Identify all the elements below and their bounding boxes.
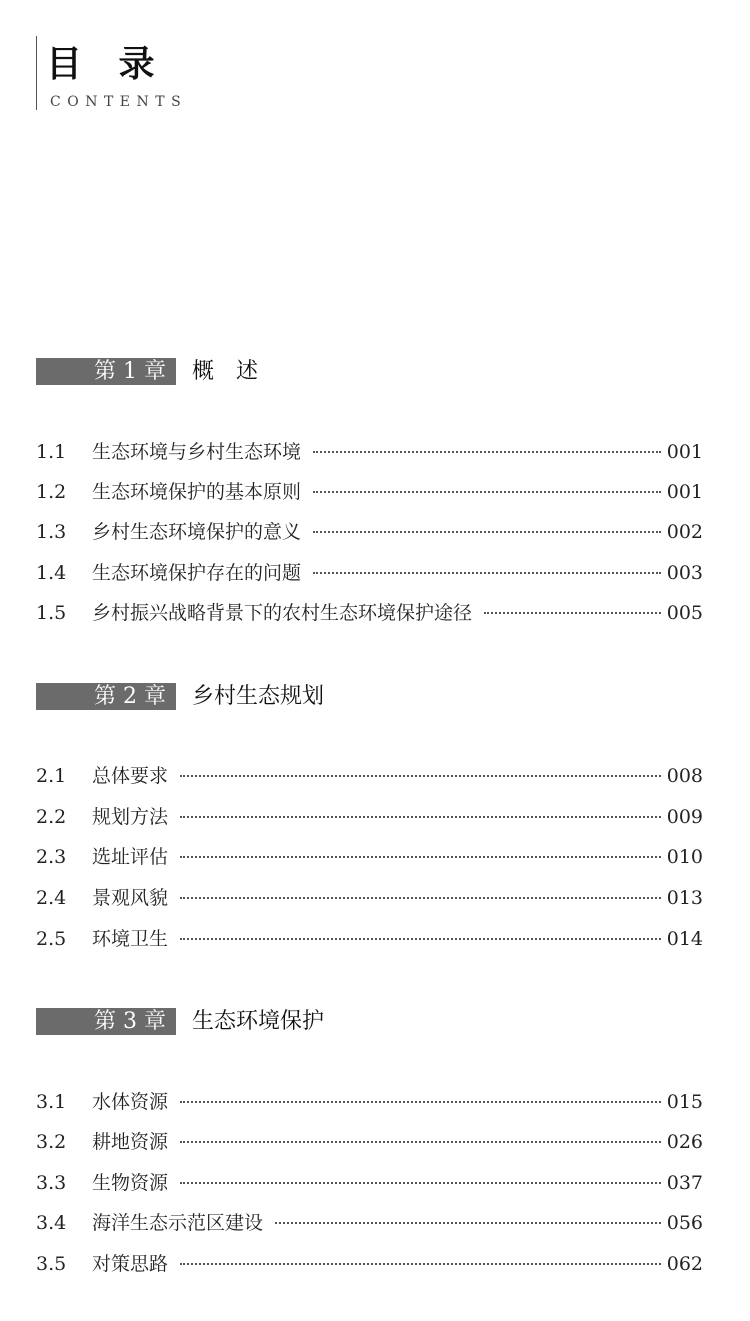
chapter-number: 第 2 章 <box>94 684 166 709</box>
leader-dots <box>180 937 661 940</box>
toc-entry[interactable] <box>36 437 703 467</box>
toc-entry[interactable] <box>36 1087 703 1117</box>
toc-entry[interactable] <box>36 1249 703 1279</box>
leader-dots <box>180 815 661 818</box>
leader-dots <box>313 450 661 453</box>
page-title: 目 录 <box>46 44 167 85</box>
page-number: 002 <box>666 521 703 543</box>
chapter-title: 乡村生态规划 <box>192 684 325 709</box>
chapter-number: 第 1 章 <box>94 359 166 384</box>
leader-dots <box>180 855 661 858</box>
section-title: 景观风貌 <box>92 887 169 909</box>
section-number: 1.2 <box>36 481 67 503</box>
page-number: 013 <box>666 887 703 909</box>
section-number: 2.5 <box>36 928 67 950</box>
section-number: 1.4 <box>36 562 67 584</box>
page-number: 026 <box>666 1131 703 1153</box>
page-number: 015 <box>666 1091 703 1113</box>
toc-entry[interactable] <box>36 598 703 628</box>
section-title: 生态环境与乡村生态环境 <box>92 441 302 463</box>
toc-entry[interactable] <box>36 477 703 507</box>
section-title: 总体要求 <box>92 765 169 787</box>
section-title: 水体资源 <box>92 1091 169 1113</box>
page-number: 014 <box>666 928 703 950</box>
leader-dots <box>313 571 661 574</box>
section-title: 选址评估 <box>92 846 169 868</box>
leader-dots <box>180 1140 661 1143</box>
section-number: 1.3 <box>36 521 67 543</box>
section-number: 3.3 <box>36 1172 67 1194</box>
section-title: 乡村生态环境保护的意义 <box>92 521 302 543</box>
leader-dots <box>275 1221 661 1224</box>
section-number: 2.4 <box>36 887 67 909</box>
toc-entry[interactable] <box>36 517 703 547</box>
page-number: 062 <box>666 1253 703 1275</box>
section-number: 1.1 <box>36 441 67 463</box>
chapter-3-heading <box>36 1007 716 1037</box>
section-title: 环境卫生 <box>92 928 169 950</box>
chapter-title: 概 述 <box>192 359 259 384</box>
toc-entry[interactable] <box>36 1168 703 1198</box>
toc-entry[interactable] <box>36 802 703 832</box>
section-title: 对策思路 <box>92 1253 169 1275</box>
chapter-tag <box>36 1008 176 1035</box>
toc-entry[interactable] <box>36 924 703 954</box>
leader-dots <box>180 1181 661 1184</box>
page-number: 001 <box>666 481 703 503</box>
toc-entry[interactable] <box>36 842 703 872</box>
page-number: 003 <box>666 562 703 584</box>
page-number: 001 <box>666 441 703 463</box>
toc-entry[interactable] <box>36 883 703 913</box>
page-subtitle: CONTENTS <box>50 94 188 110</box>
chapter-tag <box>36 358 176 385</box>
page-number: 010 <box>666 846 703 868</box>
leader-dots <box>313 530 661 533</box>
leader-dots <box>484 611 661 614</box>
chapter-2-heading <box>36 682 716 712</box>
section-title: 规划方法 <box>92 806 169 828</box>
section-number: 3.1 <box>36 1091 67 1113</box>
toc-entry[interactable] <box>36 558 703 588</box>
section-title: 生态环境保护存在的问题 <box>92 562 302 584</box>
toc-entry[interactable] <box>36 1127 703 1157</box>
section-title: 生物资源 <box>92 1172 169 1194</box>
section-number: 2.2 <box>36 806 67 828</box>
page-number: 056 <box>666 1212 703 1234</box>
section-number: 3.2 <box>36 1131 67 1153</box>
chapter-tag <box>36 683 176 710</box>
section-number: 2.1 <box>36 765 67 787</box>
leader-dots <box>180 774 661 777</box>
page-number: 008 <box>666 765 703 787</box>
header-rule <box>36 36 37 110</box>
chapter-title: 生态环境保护 <box>192 1009 325 1034</box>
section-title: 耕地资源 <box>92 1131 169 1153</box>
leader-dots <box>180 1100 661 1103</box>
leader-dots <box>180 896 661 899</box>
page-number: 005 <box>666 602 703 624</box>
section-number: 3.4 <box>36 1212 67 1234</box>
chapter-1-heading <box>36 357 716 387</box>
section-title: 乡村振兴战略背景下的农村生态环境保护途径 <box>92 602 473 624</box>
leader-dots <box>313 490 661 493</box>
section-number: 1.5 <box>36 602 67 624</box>
page-number: 037 <box>666 1172 703 1194</box>
toc-entry[interactable] <box>36 1208 703 1238</box>
section-number: 2.3 <box>36 846 67 868</box>
section-number: 3.5 <box>36 1253 67 1275</box>
section-title: 生态环境保护的基本原则 <box>92 481 302 503</box>
section-title: 海洋生态示范区建设 <box>92 1212 264 1234</box>
page-number: 009 <box>666 806 703 828</box>
toc-entry[interactable] <box>36 761 703 791</box>
leader-dots <box>180 1262 661 1265</box>
chapter-number: 第 3 章 <box>94 1009 166 1034</box>
